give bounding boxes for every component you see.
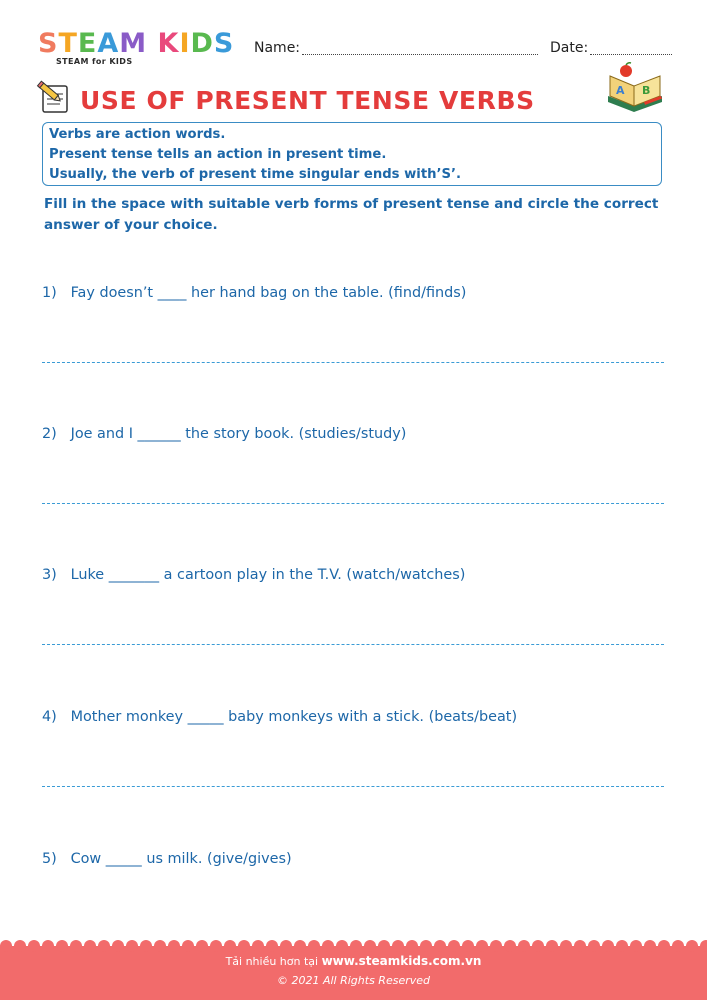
footer-website-link[interactable]: www.steamkids.com.vn xyxy=(321,954,482,968)
rule-line: Usually, the verb of present time singular ends with’S’. xyxy=(49,167,462,182)
pencil-paper-icon xyxy=(36,80,72,118)
rule-line: Verbs are action words. xyxy=(49,127,226,142)
question-item xyxy=(42,709,517,725)
question-item xyxy=(42,851,292,867)
question-number: 3) xyxy=(42,567,57,583)
question-item xyxy=(42,567,465,583)
svg-text:A: A xyxy=(616,84,625,97)
question-text: Luke _______ a cartoon play in the T.V. (watch/watches) xyxy=(70,567,466,583)
question-number: 5) xyxy=(42,851,57,867)
name-line[interactable] xyxy=(302,54,538,55)
rules-box xyxy=(42,122,662,186)
footer-download-text xyxy=(0,954,707,968)
question-item xyxy=(42,285,466,301)
scalloped-footer-background xyxy=(0,940,707,1000)
question-text: Joe and I ______ the story book. (studies/study) xyxy=(70,426,407,442)
date-line[interactable] xyxy=(590,54,672,55)
instructions: Fill in the space with suitable verb forms of present tense and circle the correct answer of your choice. xyxy=(44,196,659,233)
answer-line[interactable] xyxy=(42,644,664,645)
footer-copyright: © 2021 All Rights Reserved xyxy=(276,974,430,987)
steam-kids-logo xyxy=(38,30,238,72)
question-item xyxy=(42,426,406,442)
question-text: Mother monkey _____ baby monkeys with a stick. (beats/beat) xyxy=(70,709,518,725)
question-text: Cow _____ us milk. (give/gives) xyxy=(70,851,292,867)
logo-tagline: STEAM for KIDS xyxy=(56,57,133,66)
question-number: 2) xyxy=(42,426,57,442)
name-label: Name: xyxy=(254,40,301,56)
logo-wordmark: STEAM KIDS xyxy=(38,28,235,59)
rule-line: Present tense tells an action in present time. xyxy=(49,147,387,162)
worksheet-title: USE OF PRESENT TENSE VERBS xyxy=(80,86,535,115)
question-text: Fay doesn’t ____ her hand bag on the table. (find/finds) xyxy=(70,285,467,301)
date-label: Date: xyxy=(550,40,589,56)
answer-line[interactable] xyxy=(42,503,664,504)
footer-prefix: Tải nhiều hơn tại xyxy=(225,955,322,968)
question-number: 1) xyxy=(42,285,57,301)
footer-banner xyxy=(0,940,707,1000)
svg-text:B: B xyxy=(642,84,651,97)
abc-book-icon xyxy=(604,62,666,118)
answer-line[interactable] xyxy=(42,786,664,787)
answer-line[interactable] xyxy=(42,362,664,363)
question-number: 4) xyxy=(42,709,57,725)
